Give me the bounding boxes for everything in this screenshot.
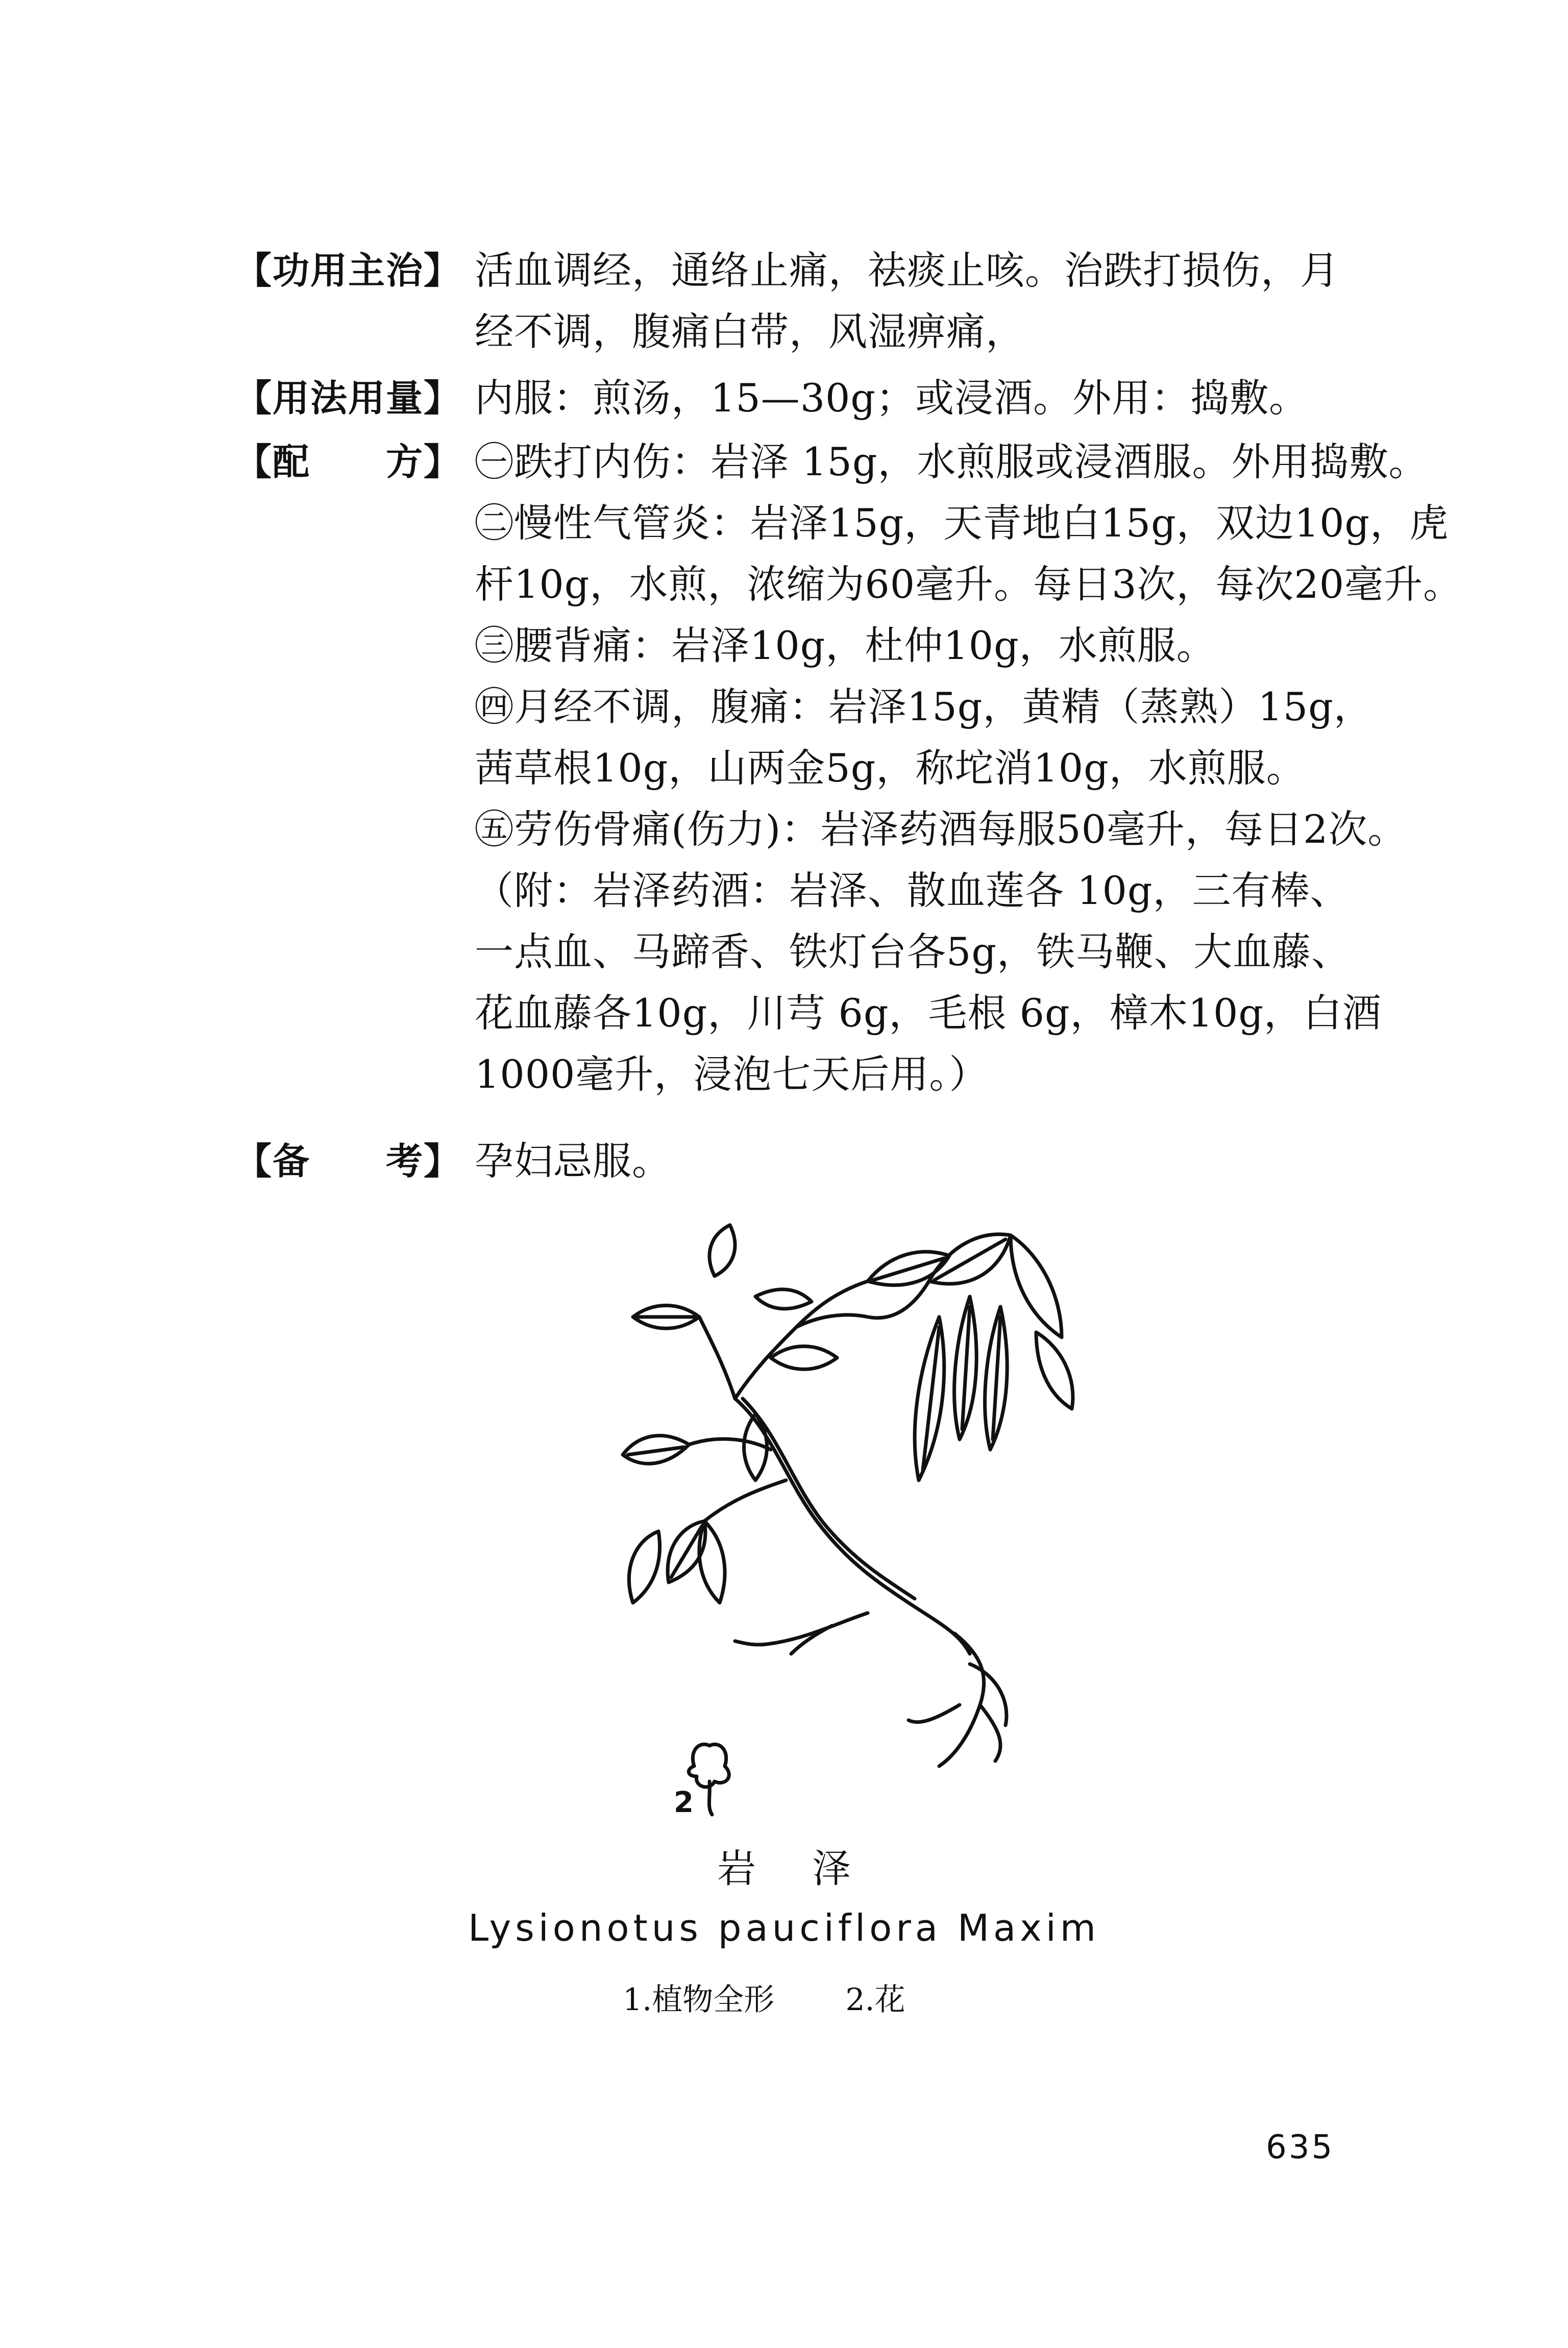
- entry-label: 【配 方】: [235, 441, 462, 483]
- text-line: 孕妇忌服。: [475, 1138, 671, 1184]
- text-line: ㊄劳伤骨痛(伤力)：岩泽药酒每服50毫升，每日2次。: [475, 806, 1407, 852]
- leaf: [771, 1347, 837, 1369]
- text-line: 茜草根10g，山两金5g，称坨消10g，水煎服。: [475, 745, 1306, 791]
- entry-label: 【用法用量】: [235, 377, 462, 420]
- text-line: ㊁慢性气管炎：岩泽15g，天青地白15g，双边10g，虎: [475, 500, 1449, 546]
- figure-caption-latin: Lysionotus pauciflora Maxim: [468, 1906, 1100, 1949]
- entry-label: 【功用主治】: [235, 249, 462, 292]
- leaf: [699, 1521, 725, 1603]
- text-line: 花血藤各10g，川芎 6g，毛根 6g，樟木10g，白酒: [475, 990, 1382, 1036]
- leaf: [629, 1531, 659, 1603]
- entry-label: 【备 考】: [235, 1140, 462, 1183]
- branch: [689, 1439, 786, 1521]
- root: [909, 1633, 1007, 1766]
- root: [735, 1613, 868, 1654]
- leaf: [1036, 1332, 1073, 1409]
- branch: [796, 1281, 929, 1327]
- leaf: [755, 1289, 812, 1309]
- text-line: ㊂腰背痛：岩泽10g，杜仲10g，水煎服。: [475, 623, 1216, 668]
- leaf: [1011, 1235, 1062, 1337]
- figure-part-2: 2.花: [845, 1982, 905, 2018]
- figure-parts-legend: [623, 1975, 967, 2019]
- part-label-2: 2: [674, 1786, 694, 1817]
- page-number: 635: [1266, 2129, 1335, 2166]
- text-line: 内服：煎汤，15—30g；或浸酒。外用：捣敷。: [475, 375, 1309, 421]
- plant-illustration: [602, 1215, 1102, 1817]
- entry-body: [475, 240, 1470, 362]
- leaf: [709, 1225, 735, 1276]
- text-line: 经不调，腹痛白带，风湿痹痛，: [475, 309, 1025, 354]
- text-line: ㊀跌打内伤：岩泽 15g，水煎服或浸酒服。外用捣敷。: [475, 439, 1428, 484]
- text-line: （附：岩泽药酒：岩泽、散血莲各 10g，三有棒、: [475, 868, 1350, 913]
- figure-caption-chinese: 岩泽: [717, 1846, 907, 1891]
- text-line: 一点血、马蹄香、铁灯台各5g，铁马鞭、大血藤、: [475, 929, 1351, 974]
- stem: [743, 1399, 915, 1599]
- entry-body: [475, 431, 1470, 1105]
- text-line: ㊃月经不调，腹痛：岩泽15g，黄精（蒸熟）15g，: [475, 684, 1373, 729]
- text-line: 活血调经，通络止痛，祛痰止咳。治跌打损伤，月: [475, 248, 1339, 293]
- figure-part-1: 1.植物全形: [623, 1982, 775, 2018]
- entry-body: [475, 1131, 1470, 1192]
- entry-body: [475, 368, 1470, 429]
- branch: [699, 1281, 868, 1399]
- text-line: 1000毫升，浸泡七天后用。）: [475, 1051, 989, 1097]
- text-line: 杆10g，水煎，浓缩为60毫升。每日3次，每次20毫升。: [475, 561, 1463, 607]
- leaf-vein: [628, 1239, 1006, 1577]
